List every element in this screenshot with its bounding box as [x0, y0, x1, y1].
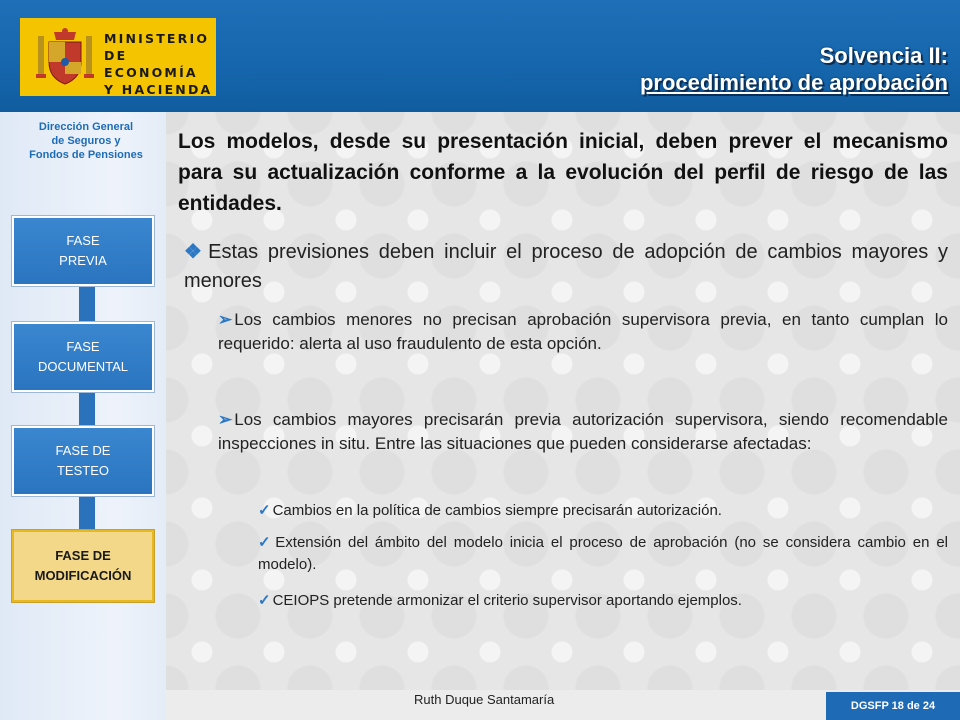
arrow-bullet-icon: ➢: [218, 410, 233, 429]
diamond-bullet-icon: ❖: [184, 241, 207, 263]
phase-documental[interactable]: [12, 322, 154, 392]
phase-label: MODIFICACIÓN: [34, 568, 132, 583]
page-number: DGSFP 18 de 24: [826, 692, 960, 720]
bullet-level3: [258, 500, 948, 522]
ministry-line: DE ECONOMÍA: [104, 48, 198, 80]
bullet-text: CEIOPS pretende armonizar el criterio supervisor aportando ejemplos.: [272, 592, 742, 609]
bullet-level2-major-changes: [218, 408, 948, 456]
phase-label: FASE: [66, 339, 100, 354]
header-bar: [0, 0, 960, 112]
phase-connector: [78, 392, 96, 426]
slide-content: [166, 112, 960, 690]
bullet-text: Cambios en la política de cambios siempre precisarán autorización.: [272, 502, 722, 519]
phase-connector: [78, 286, 96, 324]
bullet-text: Extensión del ámbito del modelo inicia el proceso de aprobación (no se considera cambio en el modelo).: [258, 534, 948, 573]
slide-title-line1: Solvencia II:: [819, 43, 948, 68]
phase-label: TESTEO: [56, 463, 109, 478]
author-name: Ruth Duque Santamaría: [414, 692, 555, 707]
phase-connector: [78, 496, 96, 530]
bullet-level2-minor-changes: [218, 308, 948, 356]
ministry-logo: [20, 18, 216, 96]
intro-paragraph: Los modelos, desde su presentación inicial, deben prever el mecanismo para su actualización conforme a la evolución del perfil de riesgo de las entidades.: [178, 130, 948, 215]
phase-label: PREVIA: [59, 253, 107, 268]
slide-title: [640, 42, 948, 96]
phase-testeo[interactable]: [12, 426, 154, 496]
phase-label: FASE: [66, 233, 100, 248]
organization-line: de Seguros y: [51, 135, 121, 147]
bullet-level3: [258, 532, 948, 576]
bullet-text: Los cambios menores no precisan aprobación supervisora previa, en tanto cumplan lo requerido: alerta al uso fraudulento de esta opción.: [218, 310, 948, 353]
slide-title-line2: procedimiento de aprobación: [639, 70, 948, 95]
coat-of-arms-icon: [36, 26, 94, 88]
phase-label: FASE DE: [55, 443, 111, 458]
phase-modificacion[interactable]: [12, 530, 154, 602]
check-bullet-icon: ✓: [258, 502, 271, 519]
bullet-level1: [184, 238, 948, 296]
organization-line: Dirección General: [38, 121, 134, 133]
arrow-bullet-icon: ➢: [218, 310, 233, 329]
phase-previa[interactable]: [12, 216, 154, 286]
bullet-text: Los cambios mayores precisarán previa autorización supervisora, siendo recomendable inspecciones in situ. Entre las situaciones que pueden considerarse afectadas:: [218, 410, 948, 453]
sidebar: [0, 112, 166, 720]
check-bullet-icon: ✓: [258, 534, 274, 551]
bullet-text: Estas previsiones deben incluir el proceso de adopción de cambios mayores y menores: [184, 241, 948, 292]
ministry-name: [104, 30, 216, 98]
organization-name: [0, 120, 172, 162]
organization-line: Fondos de Pensiones: [29, 149, 143, 161]
phase-label: DOCUMENTAL: [37, 359, 129, 374]
ministry-line: Y HACIENDA: [104, 82, 213, 97]
ministry-line: MINISTERIO: [104, 31, 210, 46]
bullet-level3: [258, 590, 948, 612]
phase-label: FASE DE: [55, 548, 111, 563]
check-bullet-icon: ✓: [258, 592, 271, 609]
